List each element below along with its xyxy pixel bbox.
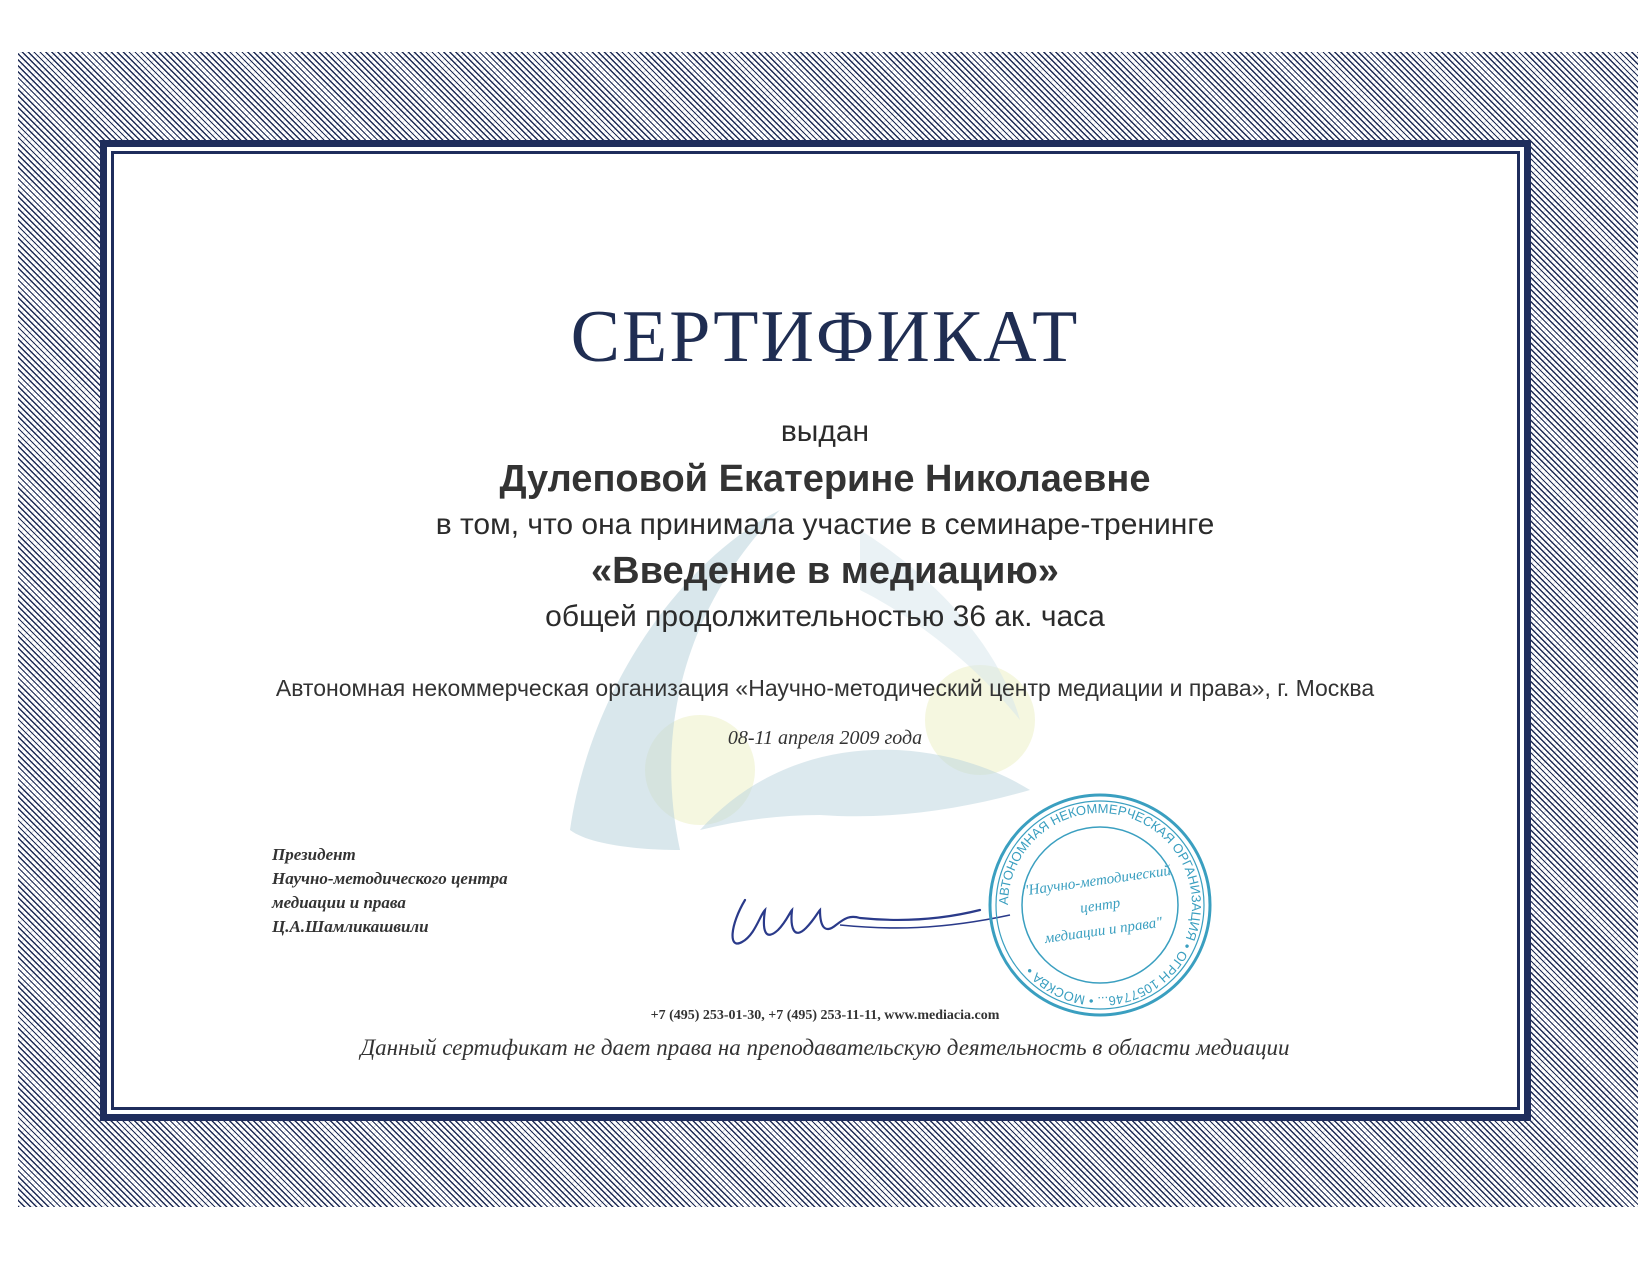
handwritten-signature (720, 880, 1020, 960)
seal-center-line1: "Научно-методический (1021, 862, 1172, 900)
course-duration: общей продолжительностью 36 ак. часа (545, 600, 1105, 633)
signatory-block (272, 843, 508, 939)
issued-label: выдан (780, 415, 870, 448)
organization-name: Автономная некоммерческая организация «Научно-методический центр медиации и права», г. Москва (275, 675, 1375, 701)
signatory-organization-cont: медиации и права (272, 893, 406, 912)
seal-ring-text: АВТОНОМНАЯ НЕКОММЕРЧЕСКАЯ ОРГАНИЗАЦИЯ • ОГРН 1057746... • МОСКВА • (995, 800, 1205, 1010)
seal-center-line3: медиации и права" (1043, 914, 1164, 947)
contact-info: +7 (495) 253-01-30, +7 (495) 253-11-11, www.mediacia.com (650, 1008, 1000, 1023)
disclaimer-text: Данный сертификат не дает права на преподавательскую деятельность в области медиации (360, 1035, 1290, 1060)
seal-center-line2: центр (1079, 895, 1122, 917)
course-title: «Введение в медиацию» (591, 550, 1059, 592)
participation-text: в том, что она принимала участие в семинаре-тренинге (435, 508, 1215, 541)
signatory-name: Ц.А.Шамликашвили (272, 917, 429, 936)
certificate-title: СЕРТИФИКАТ (570, 296, 1080, 378)
course-dates: 08-11 апреля 2009 года (727, 727, 923, 749)
signatory-position: Президент (272, 845, 356, 864)
organization-seal (985, 790, 1215, 1020)
recipient-name: Дулеповой Екатерине Николаевне (499, 458, 1151, 500)
signatory-organization: Научно-методического центра (272, 869, 508, 888)
